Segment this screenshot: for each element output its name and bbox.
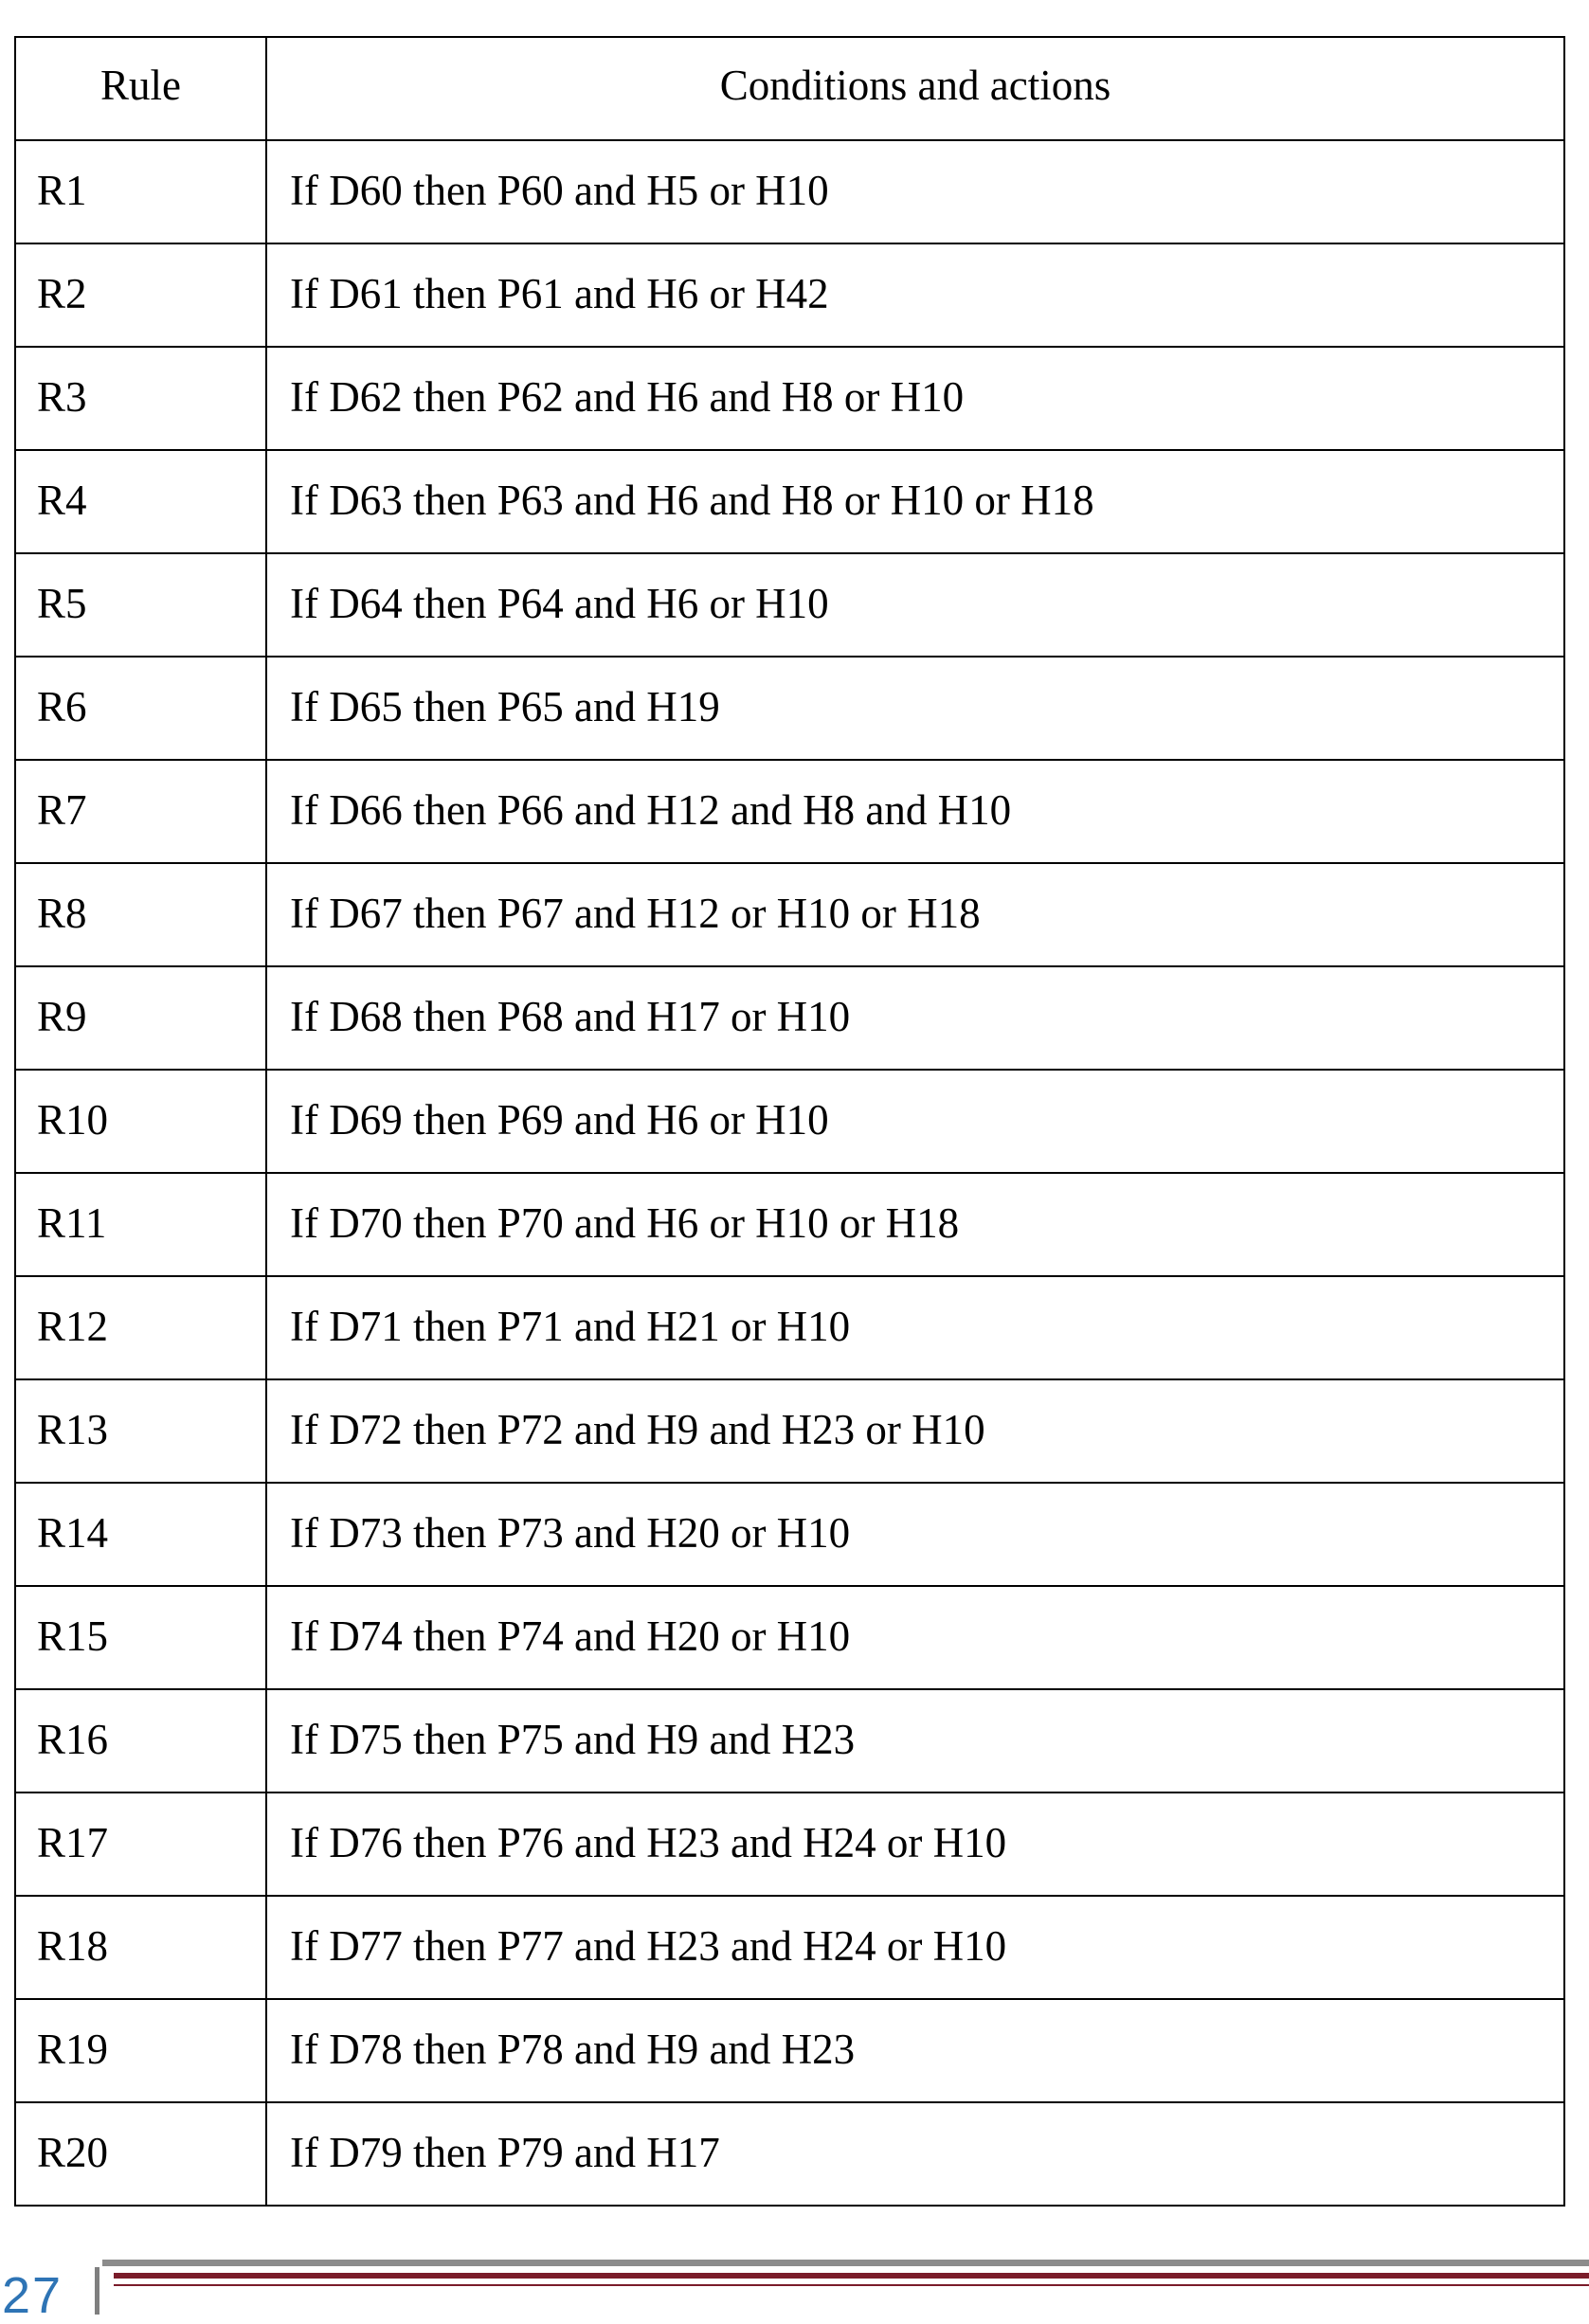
rule-id-cell: R20 [15,2102,266,2206]
rule-conditions-cell: If D68 then P68 and H17 or H10 [266,966,1564,1070]
table-row [15,243,1564,347]
rule-id-cell: R15 [15,1586,266,1689]
rule-id-cell: R9 [15,966,266,1070]
rule-id-cell: R5 [15,553,266,657]
rule-conditions-cell: If D64 then P64 and H6 or H10 [266,553,1564,657]
table-header [15,37,1564,140]
rule-id-cell: R2 [15,243,266,347]
rule-id-cell: R16 [15,1689,266,1793]
table-row [15,1379,1564,1483]
table-row [15,1896,1564,1999]
rule-id-cell: R19 [15,1999,266,2102]
page-number: 27 [2,2267,63,2324]
rule-conditions-cell: If D70 then P70 and H6 or H10 or H18 [266,1173,1564,1276]
rule-conditions-cell: If D67 then P67 and H12 or H10 or H18 [266,863,1564,966]
header-rule: Rule [15,37,266,140]
footer-divider [95,2267,99,2315]
rule-id-cell: R11 [15,1173,266,1276]
header-conditions: Conditions and actions [266,37,1564,140]
rule-id-cell: R12 [15,1276,266,1379]
table-row [15,1689,1564,1793]
table-row [15,553,1564,657]
rule-conditions-cell: If D75 then P75 and H9 and H23 [266,1689,1564,1793]
table-row [15,1276,1564,1379]
rule-id-cell: R6 [15,657,266,760]
rule-id-cell: R18 [15,1896,266,1999]
table-row [15,140,1564,243]
rule-conditions-cell: If D72 then P72 and H9 and H23 or H10 [266,1379,1564,1483]
table-row [15,1483,1564,1586]
rule-conditions-cell: If D61 then P61 and H6 or H42 [266,243,1564,347]
rule-conditions-cell: If D69 then P69 and H6 or H10 [266,1070,1564,1173]
table-row [15,450,1564,553]
table-row [15,863,1564,966]
rule-conditions-cell: If D63 then P63 and H6 and H8 or H10 or H18 [266,450,1564,553]
rule-conditions-cell: If D60 then P60 and H5 or H10 [266,140,1564,243]
table-row [15,1586,1564,1689]
rule-id-cell: R7 [15,760,266,863]
rule-conditions-cell: If D73 then P73 and H20 or H10 [266,1483,1564,1586]
table-body [15,140,1564,2206]
table-row [15,1173,1564,1276]
rule-conditions-cell: If D62 then P62 and H6 and H8 or H10 [266,347,1564,450]
table-row [15,347,1564,450]
rule-conditions-cell: If D71 then P71 and H21 or H10 [266,1276,1564,1379]
rule-id-cell: R14 [15,1483,266,1586]
rule-conditions-cell: If D66 then P66 and H12 and H8 and H10 [266,760,1564,863]
table-row [15,2102,1564,2206]
table-row [15,966,1564,1070]
footer-red-rule [114,2273,1589,2279]
rule-id-cell: R3 [15,347,266,450]
header-row [15,37,1564,140]
table-row [15,1999,1564,2102]
rule-id-cell: R8 [15,863,266,966]
table-row [15,760,1564,863]
page-footer [0,2250,1589,2324]
rule-conditions-cell: If D79 then P79 and H17 [266,2102,1564,2206]
rule-conditions-cell: If D77 then P77 and H23 and H24 or H10 [266,1896,1564,1999]
rule-id-cell: R4 [15,450,266,553]
rule-id-cell: R17 [15,1793,266,1896]
rule-id-cell: R1 [15,140,266,243]
table-row [15,657,1564,760]
footer-red-thin-rule [114,2284,1589,2286]
table-row [15,1070,1564,1173]
table-row [15,1793,1564,1896]
rule-id-cell: R10 [15,1070,266,1173]
rule-conditions-cell: If D74 then P74 and H20 or H10 [266,1586,1564,1689]
rule-conditions-cell: If D76 then P76 and H23 and H24 or H10 [266,1793,1564,1896]
rule-id-cell: R13 [15,1379,266,1483]
rule-conditions-cell: If D65 then P65 and H19 [266,657,1564,760]
rules-table [14,36,1565,2207]
footer-grey-rule [102,2260,1589,2266]
rule-conditions-cell: If D78 then P78 and H9 and H23 [266,1999,1564,2102]
